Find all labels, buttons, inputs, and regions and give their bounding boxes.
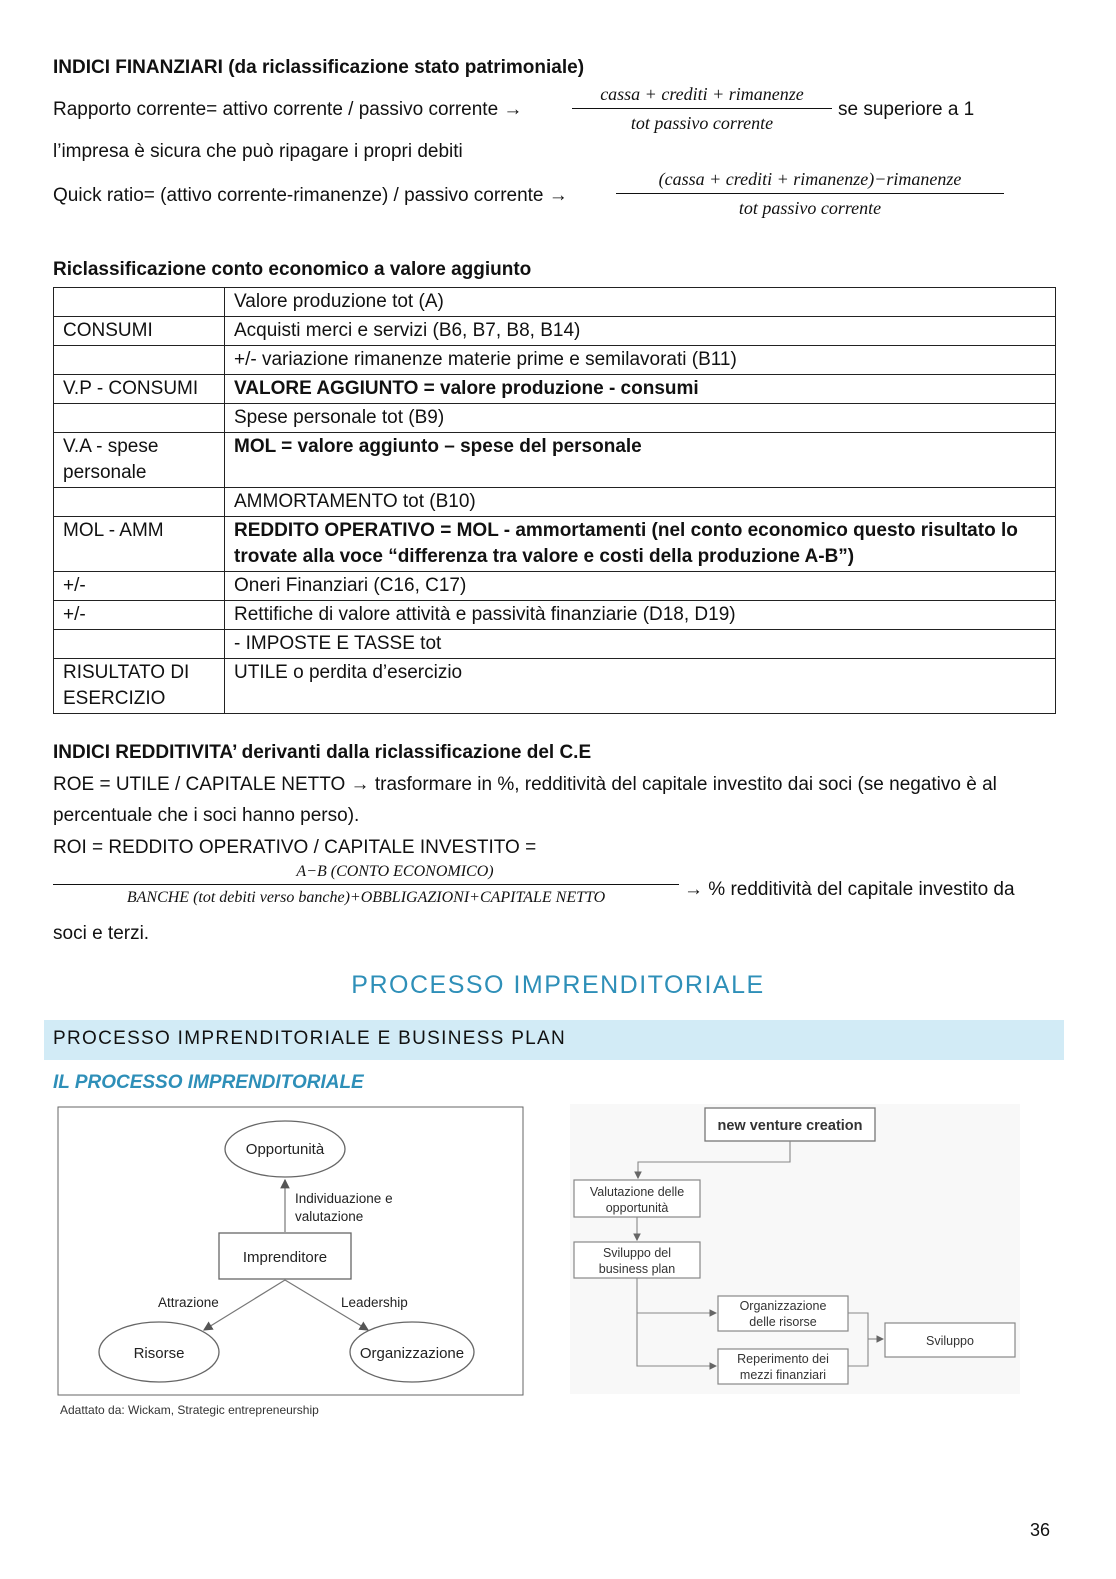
rc-denominator: tot passivo corrente — [630, 113, 774, 133]
row-value-cell: REDDITO OPERATIVO = MOL - ammortamenti (nel conto economico questo risultato lo trovate alla voce “differenza tra valore e costi della produzione A-B”) — [225, 517, 1056, 572]
table-row — [54, 346, 1056, 375]
roi-denominator: BANCHE (tot debiti verso banche)+OBBLIGAZIONI+CAPITALE NETTO — [126, 889, 606, 906]
ce-table-title: Riclassificazione conto economico a valore aggiunto — [53, 259, 532, 280]
quick-ratio-text — [53, 184, 568, 208]
indici-redditivita-title: INDICI REDDITIVITA’ derivanti dalla riclassificazione del C.E — [53, 742, 592, 763]
row-label-cell — [54, 346, 225, 375]
qr-denominator: tot passivo corrente — [738, 198, 882, 218]
valutazione-label-2: opportunità — [605, 1201, 669, 1215]
row-label-cell: +/- — [54, 572, 225, 601]
attrazione-label: Attrazione — [158, 1295, 219, 1310]
table-row — [54, 601, 1056, 630]
roi-line3: soci e terzi. — [53, 923, 150, 944]
row-label-cell: V.P - CONSUMI — [54, 375, 225, 404]
row-label-cell: RISULTATO DI ESERCIZIO — [54, 659, 225, 714]
arrow-right-icon: → — [498, 99, 523, 120]
row-value-cell: Oneri Finanziari (C16, C17) — [225, 572, 1056, 601]
individuazione-label-2: valutazione — [295, 1209, 364, 1224]
row-label-cell: V.A - spese personale — [54, 433, 225, 488]
qr-numerator: (cassa + crediti + rimanenze)−rimanenze — [616, 169, 1004, 194]
roe-line1: ROE = UTILE / CAPITALE NETTO → trasformare in %, redditività del capitale investito dai soci (se negativo è al — [53, 774, 997, 795]
table-row — [54, 288, 1056, 317]
roi-fraction — [53, 863, 679, 907]
rapporto-corrente-label: Rapporto corrente= attivo corrente / passivo corrente — [53, 99, 499, 120]
row-value-cell: Spese personale tot (B9) — [225, 404, 1056, 433]
organizzazione-label: Organizzazione — [359, 1345, 465, 1362]
sviluppo-bp-label-2: business plan — [598, 1262, 676, 1276]
reperimento-label-2: mezzi finanziari — [739, 1368, 827, 1382]
row-label-cell — [54, 630, 225, 659]
row-value-cell: AMMORTAMENTO tot (B10) — [225, 488, 1056, 517]
diagram-caption: Adattato da: Wickam, Strategic entrepreneurship — [60, 1403, 319, 1417]
row-value-cell: UTILE o perdita d’esercizio — [225, 659, 1056, 714]
new-venture-creation-diagram — [570, 1104, 1020, 1394]
table-row — [54, 488, 1056, 517]
row-label-cell: MOL - AMM — [54, 517, 225, 572]
table-row — [54, 630, 1056, 659]
page-number: 36 — [1030, 1520, 1051, 1540]
organizzazione-label-2: delle risorse — [749, 1315, 817, 1329]
opportunita-label: Opportunità — [245, 1141, 325, 1158]
rapporto-corrente-text — [53, 98, 522, 122]
table-row — [54, 433, 1056, 488]
risorse-label: Risorse — [133, 1345, 185, 1362]
row-label-cell — [54, 288, 225, 317]
sviluppo-bp-label-1: Sviluppo del — [602, 1246, 672, 1260]
row-label-cell: CONSUMI — [54, 317, 225, 346]
rc-line2: l’impresa è sicura che può ripagare i propri debiti — [53, 141, 463, 162]
table-row — [54, 404, 1056, 433]
table-row — [54, 572, 1056, 601]
organizzazione-label-1: Organizzazione — [739, 1299, 827, 1313]
row-value-cell: VALORE AGGIUNTO = valore produzione - consumi — [225, 375, 1056, 404]
row-value-cell: Valore produzione tot (A) — [225, 288, 1056, 317]
arrow-right-icon: → — [543, 185, 568, 206]
rapporto-corrente-fraction — [572, 84, 832, 134]
row-label-cell: +/- — [54, 601, 225, 630]
section-subheading: IL PROCESSO IMPRENDITORIALE — [53, 1072, 364, 1093]
section-heading: PROCESSO IMPRENDITORIALE — [351, 971, 765, 999]
roe-line2: percentuale che i soci hanno perso). — [53, 805, 360, 826]
row-value-cell: +/- variazione rimanenze materie prime e semilavorati (B11) — [225, 346, 1056, 375]
quick-ratio-label: Quick ratio= (attivo corrente-rimanenze) / passivo corrente — [53, 185, 544, 206]
leadership-label: Leadership — [341, 1295, 408, 1310]
row-label-cell — [54, 488, 225, 517]
rc-numerator: cassa + crediti + rimanenze — [572, 84, 832, 109]
row-value-cell: MOL = valore aggiunto – spese del personale — [225, 433, 1056, 488]
imprenditore-label: Imprenditore — [242, 1249, 328, 1266]
table-row — [54, 517, 1056, 572]
entrepreneurial-process-diagram — [56, 1106, 526, 1398]
reperimento-label-1: Reperimento dei — [737, 1352, 829, 1366]
roi-numerator: A−B (CONTO ECONOMICO) — [53, 863, 679, 885]
ce-table — [53, 287, 1056, 714]
section-band-label: PROCESSO IMPRENDITORIALE E BUSINESS PLAN — [53, 1028, 567, 1049]
table-row — [54, 659, 1056, 714]
table-row — [54, 317, 1056, 346]
row-value-cell: - IMPOSTE E TASSE tot — [225, 630, 1056, 659]
valutazione-label-1: Valutazione delle — [589, 1185, 685, 1199]
indici-finanziari-title: INDICI FINANZIARI (da riclassificazione stato patrimoniale) — [53, 57, 585, 78]
nvc-label: new venture creation — [717, 1118, 863, 1134]
sviluppo-label: Sviluppo — [926, 1334, 974, 1348]
roi-line1: ROI = REDDITO OPERATIVO / CAPITALE INVESTITO = — [53, 837, 537, 858]
row-value-cell: Acquisti merci e servizi (B6, B7, B8, B14) — [225, 317, 1056, 346]
row-value-cell: Rettifiche di valore attività e passività finanziarie (D18, D19) — [225, 601, 1056, 630]
roi-after: → % redditività del capitale investito da — [684, 879, 1015, 900]
section-band — [44, 1020, 1064, 1060]
quick-ratio-fraction — [616, 169, 1004, 219]
rc-after-text: se superiore a 1 — [838, 99, 975, 120]
table-row — [54, 375, 1056, 404]
individuazione-label-1: Individuazione e — [295, 1191, 393, 1206]
row-label-cell — [54, 404, 225, 433]
